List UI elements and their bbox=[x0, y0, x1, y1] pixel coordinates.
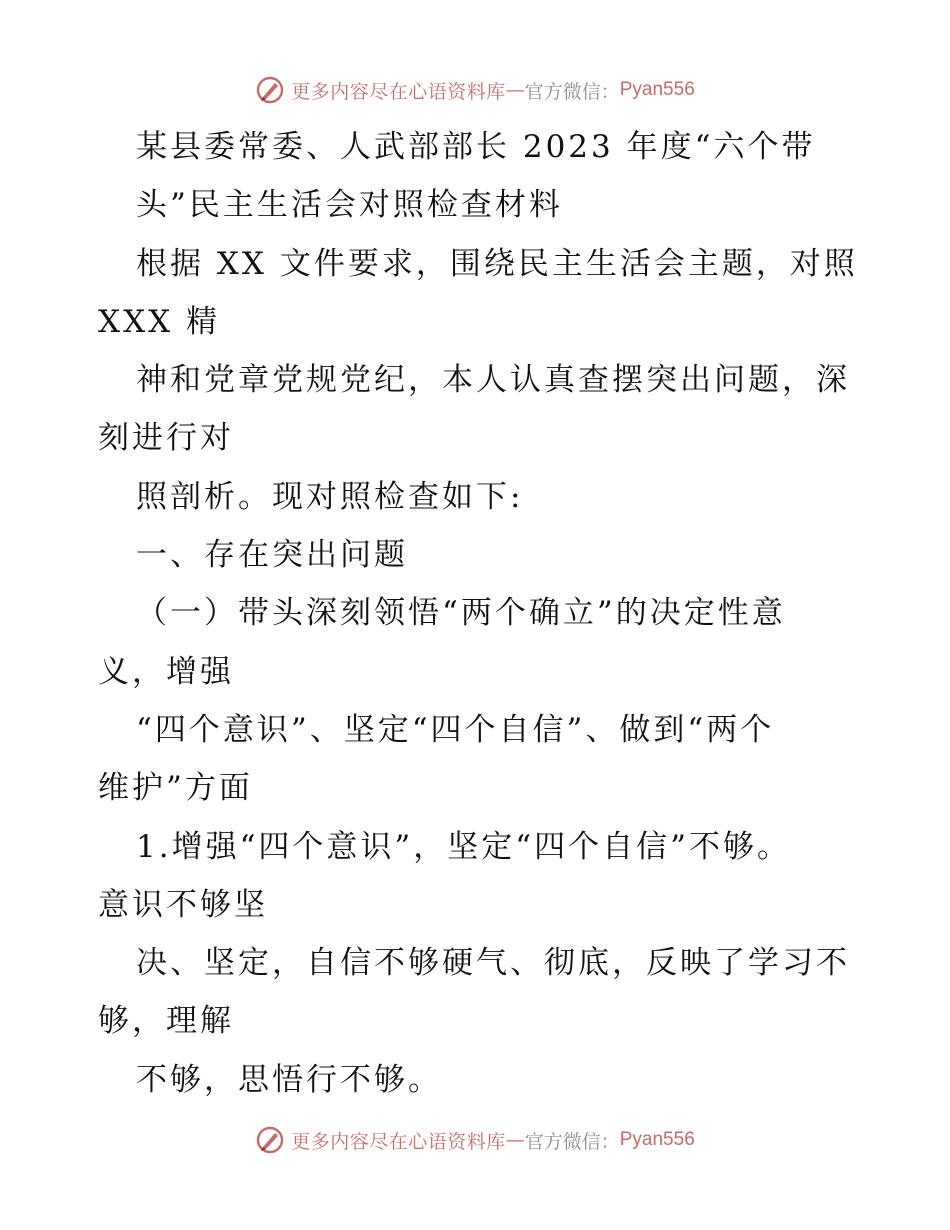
text-line: （一）带头深刻领悟“两个确立”的决定性意 bbox=[136, 595, 786, 632]
banner-text: 更多内容尽在心语资料库 bbox=[291, 1130, 506, 1153]
banner-text: 更多内容尽在心语资料库 bbox=[291, 80, 506, 103]
header-watermark-banner bbox=[0, 70, 950, 110]
banner-wechat-id: Pyan556 bbox=[619, 1129, 695, 1150]
pen-circle-logo-icon bbox=[255, 1125, 285, 1155]
text-line: 维护”方面 bbox=[98, 770, 253, 807]
text-line: “四个意识”、坚定“四个自信”、做到“两个 bbox=[136, 711, 775, 748]
banner-wechat-id: Pyan556 bbox=[619, 79, 695, 100]
text-line: 1.增强“四个意识”，坚定“四个自信”不够。 bbox=[136, 828, 791, 865]
document-body bbox=[98, 118, 858, 1109]
footer-watermark-banner bbox=[0, 1120, 950, 1160]
text-line: 决、坚定，自信不够硬气、彻底，反映了学习不 bbox=[136, 945, 850, 982]
banner-separator: — bbox=[505, 79, 525, 101]
text-line: 根据 XX 文件要求，围绕民主生活会主题，对照 bbox=[136, 245, 858, 282]
banner-wechat-label: 官方微信： bbox=[524, 80, 620, 103]
text-line: 一、存在突出问题 bbox=[136, 537, 408, 574]
banner-separator: — bbox=[505, 1129, 525, 1151]
pen-circle-logo-icon bbox=[255, 75, 285, 105]
text-line: 某县委常委、人武部部长 2023 年度“六个带 bbox=[136, 129, 816, 165]
text-line: 刻进行对 bbox=[98, 420, 234, 457]
text-line: 义，增强 bbox=[98, 653, 234, 690]
text-line: 头”民主生活会对照检查材料 bbox=[136, 187, 563, 224]
text-line: 照剖析。现对照检查如下: bbox=[136, 478, 524, 515]
text-line: 神和党章党规党纪，本人认真查摆突出问题，深 bbox=[136, 362, 850, 399]
banner-wechat-label: 官方微信： bbox=[524, 1130, 620, 1153]
text-line: 够，理解 bbox=[98, 1003, 234, 1040]
text-line: 意识不够坚 bbox=[98, 886, 268, 923]
text-line: 不够，思悟行不够。 bbox=[136, 1061, 442, 1098]
text-line: XXX 精 bbox=[98, 303, 221, 340]
